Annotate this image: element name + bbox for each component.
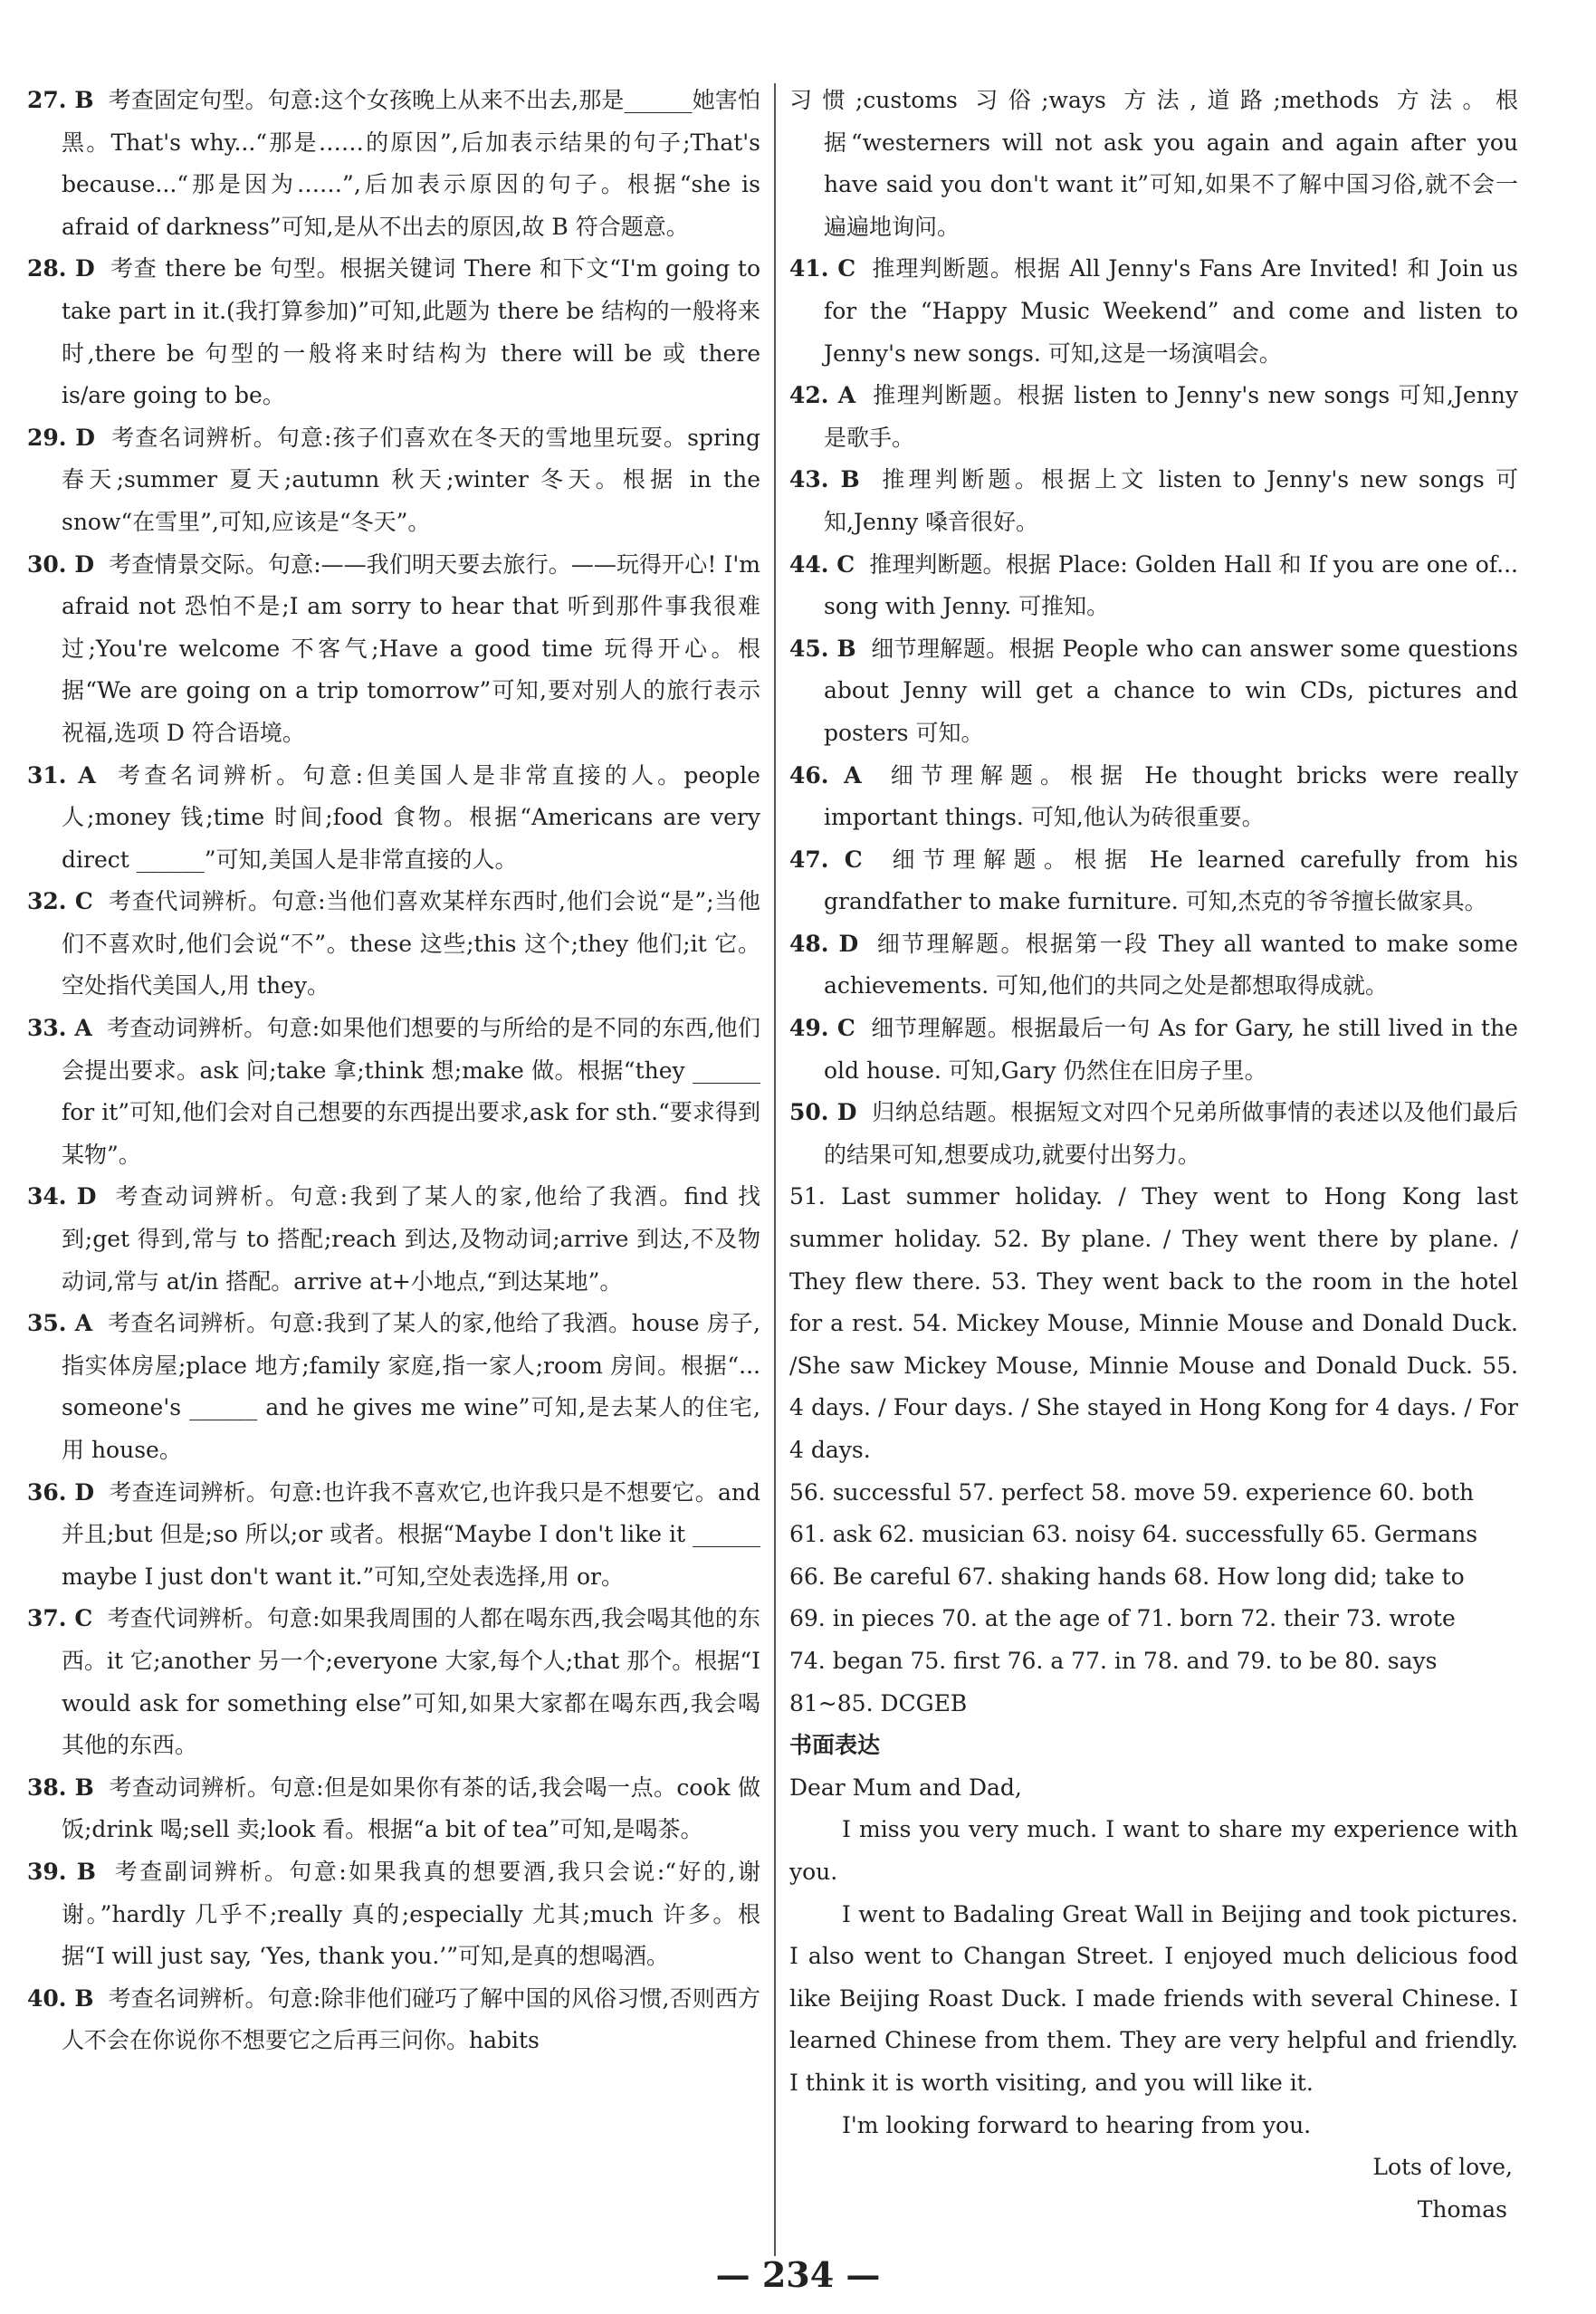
answer-number: 49. C [789,1015,855,1042]
answer-explanation: 考查动词辨析。句意:但是如果你有茶的话,我会喝一点。cook 做饭;drink 喝;sell 卖;look 看。根据“a bit of tea”可知,是喝茶。 [62,1774,760,1843]
answer-item-29 [27,417,760,544]
answer-explanation: 考查代词辨析。句意:如果我周围的人都在喝东西,我会喝其他的东西。it 它;another 另一个;everyone 大家,每个人;that 那个。根据“I would ask for something else”可知,如果大家都在喝东西,我会喝其他的东西。 [62,1605,760,1759]
answer-number: 30. D [27,550,94,578]
answer-item-27 [27,80,760,248]
answer-number: 48. D [789,930,859,957]
answer-item-40 [27,1978,760,2062]
fill-answers-line: 66. Be careful 67. shaking hands 68. How long did; take to [789,1563,1465,1590]
answer-number: 43. B [789,466,860,493]
answer-number: 46. A [789,761,862,789]
answer-number: 47. C [789,846,863,873]
answer-number: 44. C [789,550,855,578]
fill-answers-line: 56. successful 57. perfect 58. move 59. experience 60. both [789,1478,1475,1506]
answer-item-47 [789,839,1518,923]
answer-number: 38. B [27,1774,94,1801]
answer-explanation: 考查副词辨析。句意:如果我真的想要酒,我只会说:“好的,谢谢。”hardly 几乎不;really 真的;especially 尤其;much 许多。根据“I will just say, ‘Yes, thank you.’”可知,是真的想喝酒。 [62,1858,760,1970]
answer-number: 35. A [27,1310,93,1337]
answer-explanation: 细节理解题。根据 He learned carefully from his grandfather to make furniture. 可知,杰克的爷爷擅长做家具。 [824,846,1518,915]
right-column [789,80,1518,2231]
answer-explanation: 习惯;customs 习俗;ways 方法,道路;methods 方法。根据“westerners will not ask you again and again after you have said you don't want it”可知,如果不了解中国习俗,就不会一遍遍地询问。 [789,87,1518,240]
answer-item-28 [27,248,760,416]
writing-heading: 书面表达 [789,1732,881,1759]
letter-paragraph: I miss you very much. I want to share my experience with you. [789,1816,1518,1885]
answer-number: 37. C [27,1605,93,1632]
answer-item-50 [789,1092,1518,1176]
answer-item-31 [27,755,760,882]
answer-number: 27. B [27,87,94,113]
answer-number: 34. D [27,1183,97,1210]
answer-item-35 [27,1303,760,1471]
answer-item-40-continued [789,80,1518,248]
answer-explanation: 推理判断题。根据 listen to Jenny's new songs 可知,Jenny 是歌手。 [824,382,1518,451]
fill-answers-line: 81~85. DCGEB [789,1689,968,1716]
answer-explanation: 细节理解题。根据 People who can answer some questions about Jenny will get a chance to win CDs, pictures and posters 可知。 [824,635,1518,746]
letter-paragraph: I'm looking forward to hearing from you. [842,2111,1312,2138]
answer-number: 29. D [27,424,95,451]
answer-number: 32. C [27,888,93,915]
answer-explanation: 推理判断题。根据上文 listen to Jenny's new songs 可知,Jenny 嗓音很好。 [824,466,1519,535]
answer-item-39 [27,1851,760,1978]
answer-explanation: 推理判断题。根据 Place: Golden Hall 和 If you are one of... song with Jenny. 可推知。 [824,550,1518,620]
column-divider [774,83,776,2256]
answer-explanation: 考查名词辨析。句意:孩子们喜欢在冬天的雪地里玩耍。spring 春天;summer 夏天;autumn 秋天;winter 冬天。根据 in the snow“在雪里”,可知,应该是“冬天”。 [62,424,760,535]
answer-item-33 [27,1008,760,1176]
left-column [27,80,760,2062]
answer-item-44 [789,544,1518,628]
fill-answers-line: 61. ask 62. musician 63. noisy 64. successfully 65. Germans [789,1521,1478,1548]
answer-item-32 [27,881,760,1008]
page-number: — 234 — [715,2254,881,2295]
letter-greeting: Dear Mum and Dad, [789,1774,1022,1801]
answer-item-45 [789,628,1518,755]
answer-explanation: 考查名词辨析。句意:我到了某人的家,他给了我酒。house 房子,指实体房屋;place 地方;family 家庭,指一家人;room 房间。根据“... someone's ______ and he gives me wine”可知,是去某人的住宅,用 house。 [62,1310,760,1463]
answer-explanation: 考查代词辨析。句意:当他们喜欢某样东西时,他们会说“是”;当他们不喜欢时,他们会说“不”。these 这些;this 这个;they 他们;it 它。空处指代美国人,用 they。 [62,888,760,999]
answer-item-43 [789,459,1518,543]
answer-item-42 [789,375,1518,459]
answer-number: 28. D [27,255,95,282]
answer-explanation: 细节理解题。根据第一段 They all wanted to make some achievements. 可知,他们的共同之处是都想取得成就。 [824,930,1518,999]
answer-explanation: 细节理解题。根据 He thought bricks were really important things. 可知,他认为砖很重要。 [824,761,1518,831]
answer-number: 50. D [789,1099,857,1126]
answer-item-37 [27,1598,760,1766]
fill-answers-line: 69. in pieces 70. at the age of 71. born 72. their 73. wrote [789,1605,1456,1632]
answer-item-49 [789,1008,1518,1092]
answer-item-38 [27,1767,760,1851]
answer-explanation: 考查连词辨析。句意:也许我不喜欢它,也许我只是不想要它。and 并且;but 但是;so 所以;or 或者。根据“Maybe I don't like it ______ maybe I just don't want it.”可知,空处表选择,用 or。 [62,1478,761,1590]
answer-explanation: 考查名词辨析。句意:除非他们碰巧了解中国的风俗习惯,否则西方人不会在你说你不想要它之后再三问你。habits [62,1984,760,2054]
answer-number: 40. B [27,1984,94,2012]
answer-number: 31. A [27,761,96,789]
answer-explanation: 考查动词辨析。句意:我到了某人的家,他给了我酒。find 找到;get 得到,常与 to 搭配;reach 到达,及物动词;arrive 到达,不及物动词,常与 at/in 搭配。arrive at+小地点,“到达某地”。 [62,1183,760,1295]
letter-paragraph: I went to Badaling Great Wall in Beijing and took pictures. I also went to Changan Street. I enjoyed much delicious food like Beijing Roast Duck. I made friends with several Chinese. I learned Chinese from them. They are very helpful and friendly. I think it is worth visiting, and you will like it. [789,1900,1518,2096]
letter-signature: Thomas [1417,2195,1507,2223]
answer-explanation: 考查情景交际。句意:——我们明天要去旅行。——玩得开心! I'm afraid not 恐怕不是;I am sorry to hear that 听到那件事我很难过;You're welcome 不客气;Have a good time 玩得开心。根据“We are going on a trip tomorrow”可知,要对别人的旅行表示祝福,选项 D 符合语境。 [62,550,760,746]
answer-number: 36. D [27,1478,95,1506]
answer-explanation: 考查固定句型。句意:这个女孩晚上从来不出去,那是______她害怕黑。That's why...“那是……的原因”,后加表示结果的句子;That's because...“那是因为……”,后加表示原因的句子。根据“she is afraid of darkness”可知,是从不出去的原因,故 B 符合题意。 [62,87,760,240]
answer-number: 42. A [789,382,856,409]
answer-item-48 [789,923,1518,1008]
answer-item-30 [27,544,760,755]
answer-explanation: 推理判断题。根据 All Jenny's Fans Are Invited! 和 Join us for the “Happy Music Weekend” and come and listen to Jenny's new songs. 可知,这是一场演唱会。 [824,255,1518,367]
fill-answers-line: 74. began 75. first 76. a 77. in 78. and 79. to be 80. says [789,1647,1438,1674]
answer-explanation: 细节理解题。根据最后一句 As for Gary, he still lived in the old house. 可知,Gary 仍然住在旧房子里。 [824,1015,1518,1084]
answer-item-41 [789,248,1518,375]
answer-explanation: 考查 there be 句型。根据关键词 There 和下文“I'm going to take part in it.(我打算参加)”可知,此题为 there be 结构的一般将来时,there be 句型的一般将来时结构为 there will be 或 there is/are going to be。 [62,255,760,409]
answer-explanation: 归纳总结题。根据短文对四个兄弟所做事情的表述以及他们最后的结果可知,想要成功,就要付出努力。 [824,1099,1518,1168]
answer-number: 41. C [789,255,856,282]
answer-item-36 [27,1472,760,1599]
answer-number: 33. A [27,1015,92,1042]
letter-closing: Lots of love, [1372,2154,1513,2181]
answer-explanation: 考查动词辨析。句意:如果他们想要的与所给的是不同的东西,他们会提出要求。ask 问;take 拿;think 想;make 做。根据“they ______ for it”可知,他们会对自己想要的东西提出要求,ask for sth.“要求得到某物”。 [62,1015,760,1168]
short-answers: 51. Last summer holiday. / They went to Hong Kong last summer holiday. 52. By plane. / They went there by plane. / They flew there. 53. They went back to the room in the hotel for a rest. 54. Mickey Mouse, Minnie Mouse and Donald Duck. /She saw Mickey Mouse, Minnie Mouse and Donald Duck. 55. 4 days. / Four days. / She stayed in Hong Kong for 4 days. / For 4 days. [789,1183,1518,1463]
answer-number: 45. B [789,635,856,662]
answer-item-34 [27,1176,760,1303]
answer-item-46 [789,755,1518,839]
answer-number: 39. B [27,1858,96,1885]
answer-explanation: 考查名词辨析。句意:但美国人是非常直接的人。people 人;money 钱;time 时间;food 食物。根据“Americans are very direct ______”可知,美国人是非常直接的人。 [62,761,760,873]
